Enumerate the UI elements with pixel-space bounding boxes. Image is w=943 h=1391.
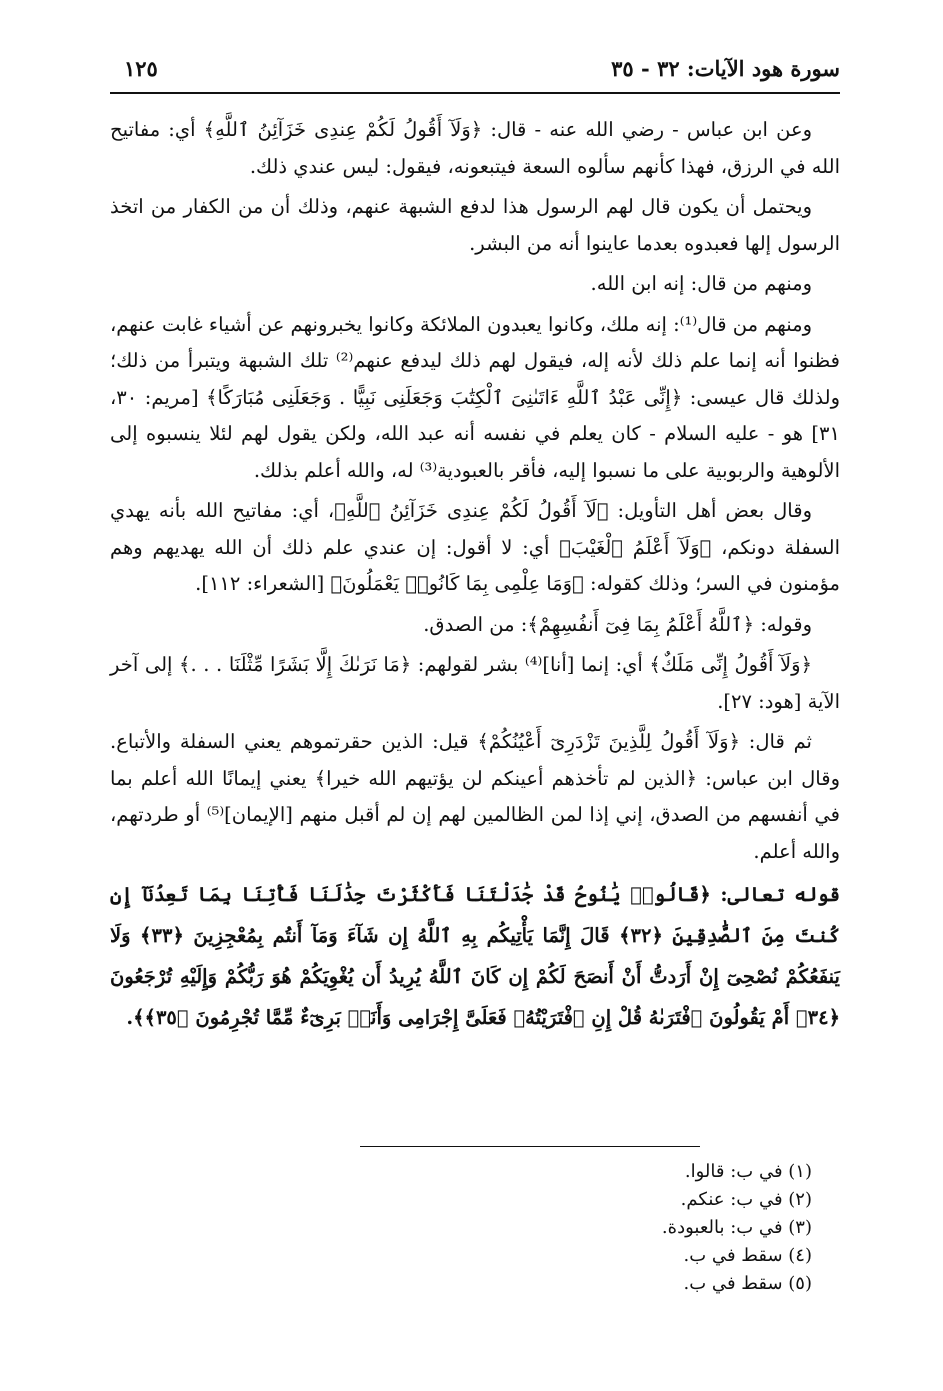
running-title: سورة هود الآيات: ٣٢ - ٣٥ <box>611 56 840 81</box>
paragraph: ويحتمل أن يكون قال لهم الرسول هذا لدفع الشبهة عنهم، وذلك أن من الكفار من اتخذ الرسول إلها فعبدوه بعدما عاينوا أنه من البشر. <box>110 195 840 255</box>
footnote: (٢) في ب: عنكم. <box>680 1189 812 1210</box>
verse-lead: قوله تعالى: <box>720 883 841 906</box>
paragraph: ومنهم من قال: إنه ابن الله. <box>590 272 812 295</box>
paragraph: ثم قال: ﴿وَلَآ أَقُولُ لِلَّذِينَ تَزْدَرِىٓ أَعْيُنُكُمْ﴾ قيل: الذين حقرتموهم يعني السفلة والأتباع. وقال ابن عباس: ﴿الذين لم تأخذهم أعينكم لن يؤتيهم الله خيرا﴾ يعني إيمانًا الله أعلم بما في أنفسهم من الصدق، إني إذا لمن الظالمين لهم إن لم أقبل منهم [الإيمان]⁽⁵⁾ أو طردتهم، والله أعلم. <box>110 730 841 863</box>
page-number: ١٢٥ <box>124 56 158 81</box>
footnote: (٥) سقط في ب. <box>683 1273 812 1294</box>
footnote-divider <box>360 1146 700 1147</box>
paragraph: ومنهم من قال⁽¹⁾: إنه ملك، وكانوا يعبدون الملائكة وكانوا يخبرونهم عن أشياء غابت عنهم، فظنوا أنه إنما علم ذلك لأنه إله، فيقول لهم ذلك ليدفع عنهم⁽²⁾ تلك الشبهة ويتبرأ من ذلك؛ ولذلك قال عيسى: ﴿إِنِّى عَبْدُ ٱللَّهِ ءَاتَىٰنِىَ ٱلْكِتَٰبَ وَجَعَلَنِى نَبِيًّا . وَجَعَلَنِى مُبَارَكًا﴾ [مريم: ٣٠، ٣١] هو - عليه السلام - كان يعلم في نفسه أنه عبد الله، ولكن يقول لهم لئلا ينسبوه إلى الألوهية والربوبية على ما نسبوا إليه، فأقر بالعبودية⁽³⁾ له، والله أعلم بذلك. <box>110 312 840 482</box>
footnotes <box>110 1158 840 1298</box>
verse-text: ﴿قَالُوا۟ يَٰنُوحُ قَدْ جَٰدَلْتَنَا فَأَكْثَرْتَ جِدَٰلَنَا فَأْتِنَا بِمَا تَعِدُنَآ إِن كُنتَ مِنَ ٱلصَّٰدِقِينَ ﴿٣٢﴾ قَالَ إِنَّمَا يَأْتِيكُم بِهِ ٱللَّهُ إِن شَآءَ وَمَآ أَنتُم بِمُعْجِزِينَ ﴿٣٣﴾ وَلَا يَنفَعُكُمْ نُصْحِىٓ إِنْ أَرَدتُّ أَنْ أَنصَحَ لَكُمْ إِن كَانَ ٱللَّهُ يُرِيدُ أَن يُغْوِيَكُمْ هُوَ رَبُّكُمْ وَإِلَيْهِ تُرْجَعُونَ ﴿٣٤﴾ أَمْ يَقُولُونَ ٱفْتَرَىٰهُ قُلْ إِنِ ٱفْتَرَيْتُهُۥ فَعَلَىَّ إِجْرَامِى وَأَنَا۠ بَرِىٓءٌ مِّمَّا تُجْرِمُونَ ﴿٣٥﴾﴾. <box>110 883 840 1029</box>
footnote: (٣) في ب: بالعبودة. <box>661 1217 812 1238</box>
paragraph: وعن ابن عباس - رضي الله عنه - قال: ﴿وَلَآ أَقُولُ لَكُمْ عِندِى خَزَآئِنُ ٱللَّهِ﴾ أي: مفاتيح الله في الرزق، فهذا كأنهم سألوه السعة فيتبعونه، فيقول: ليس عندي ذلك. <box>110 118 840 178</box>
header-divider <box>110 92 840 94</box>
footnote: (٤) سقط في ب. <box>683 1245 812 1266</box>
paragraph: وقال بعض أهل التأويل: ﴿لَآ أَقُولُ لَكُمْ عِندِى خَزَآئِنُ ٱللَّهِ﴾، أي: مفاتيح الله بأنه يهدي السفلة دونكم، ﴿وَلَآ أَعْلَمُ ٱلْغَيْبَ﴾ أي: لا أقول: إن عندي علم ذلك أن الله يهديهم وهم مؤمنون في السر؛ وذلك كقوله: ﴿وَمَا عِلْمِى بِمَا كَانُوا۟ يَعْمَلُونَ﴾ [الشعراء: ١١٢]. <box>110 499 840 595</box>
commentary-text <box>110 112 840 1042</box>
verse-block <box>110 874 840 1038</box>
footnote: (١) في ب: قالوا. <box>684 1161 812 1182</box>
page-header <box>110 52 840 92</box>
paragraph: وقوله: ﴿ٱللَّهُ أَعْلَمُ بِمَا فِىٓ أَنفُسِهِمْ﴾: من الصدق. <box>423 612 812 636</box>
paragraph: ﴿وَلَآ أَقُولُ إِنِّى مَلَكٌ﴾ أي: إنما [أنا]⁽⁴⁾ بشر لقولهم: ﴿مَا نَرَىٰكَ إِلَّا بَشَرًا مِّثْلَنَا . . .﴾ إلى آخر الآية [هود: ٢٧]. <box>110 653 840 713</box>
